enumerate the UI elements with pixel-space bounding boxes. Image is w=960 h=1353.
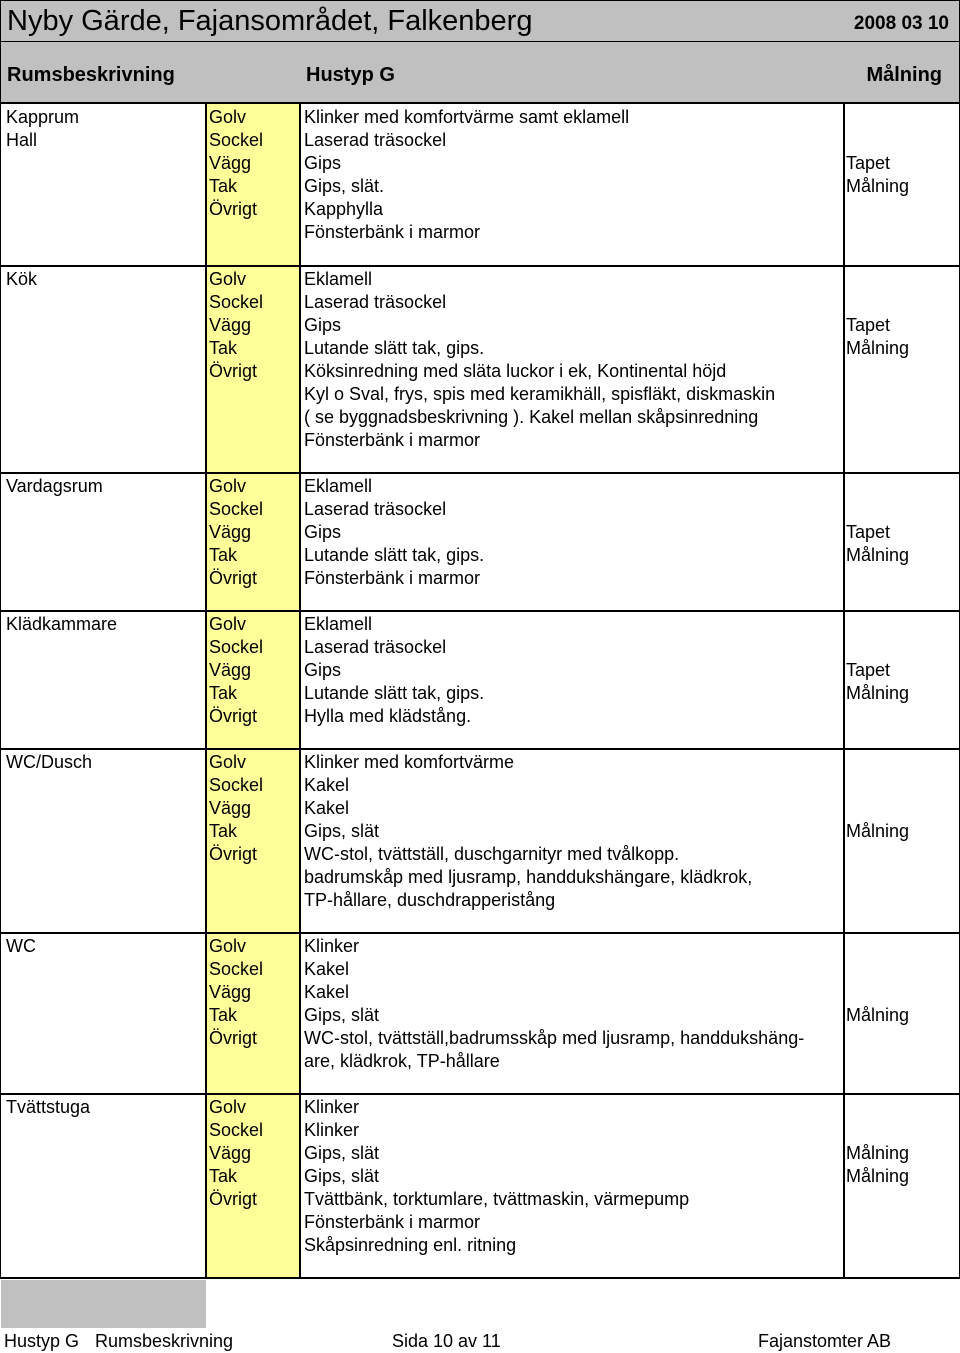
description-line: Gips, slät [304,1166,380,1186]
description-line: Eklamell [304,476,373,496]
category-label: Vägg [209,798,252,818]
category-label: Sockel [209,499,264,519]
description-line: Hylla med klädstång. [304,706,472,726]
description-line: badrumskåp med ljusramp, handdukshängare, klädkrok, [304,867,753,887]
description-line: Klinker med komfortvärme [304,752,515,772]
paint-finish: Målning [846,338,910,358]
category-label: Vägg [209,315,252,335]
paint-finish: Målning [846,545,910,565]
paint-finish: Målning [846,1143,910,1163]
category-label: Golv [209,614,247,634]
room-name: Klädkammare [6,614,118,634]
paint-finish: Tapet [846,522,891,542]
category-label: Tak [209,1166,238,1186]
description-line: TP-hållare, duschdrapperistång [304,890,556,910]
category-label: Övrigt [209,199,258,219]
description-line: WC-stol, tvättställ,badrumsskåp med ljusramp, handdukshäng- [304,1028,805,1048]
room-name: WC [6,936,36,956]
category-label: Övrigt [209,844,258,864]
description-line: Kapphylla [304,199,384,219]
category-label: Sockel [209,959,264,979]
category-label: Sockel [209,292,264,312]
paint-finish: Tapet [846,660,891,680]
category-label: Vägg [209,522,252,542]
description-line: Kakel [304,982,350,1002]
room-name: Hall [6,130,38,150]
paint-finish: Målning [846,821,910,841]
category-label: Sockel [209,1120,264,1140]
description-line: Gips [304,522,342,542]
footer-company: Fajanstomter AB [758,1331,892,1351]
description-line: Laserad träsockel [304,637,447,657]
room-name: Vardagsrum [6,476,103,496]
description-line: Lutande slätt tak, gips. [304,545,485,565]
description-line: are, klädkrok, TP-hållare [304,1051,500,1071]
description-line: Kyl o Sval, frys, spis med keramikhäll, spisfläkt, diskmaskin [304,384,776,404]
category-label: Vägg [209,153,252,173]
description-line: Kakel [304,798,350,818]
description-line: ( se byggnadsbeskrivning ). Kakel mellan skåpsinredning [304,407,759,427]
paint-finish: Målning [846,176,910,196]
column-header-house-type: Hustyp G [306,64,395,86]
description-line: Klinker [304,1097,360,1117]
description-line: Klinker [304,936,360,956]
description-line: Kakel [304,775,350,795]
category-label: Övrigt [209,568,258,588]
description-line: Fönsterbänk i marmor [304,222,481,242]
room-name: Tvättstuga [6,1097,91,1117]
room-name: Kök [6,269,38,289]
description-line: Eklamell [304,269,373,289]
category-label: Golv [209,1097,247,1117]
category-label: Golv [209,107,247,127]
paint-finish: Målning [846,1005,910,1025]
footer-doc: Hustyp G [4,1331,80,1351]
category-label: Tak [209,683,238,703]
category-label: Tak [209,176,238,196]
category-label: Tak [209,1005,238,1025]
paint-finish: Målning [846,1166,910,1186]
category-label: Golv [209,936,247,956]
paint-finish: Tapet [846,315,891,335]
category-label: Tak [209,821,238,841]
category-label: Sockel [209,775,264,795]
footer-section: Rumsbeskrivning [95,1331,234,1351]
category-label: Vägg [209,982,252,1002]
category-label: Tak [209,338,238,358]
description-line: Gips [304,315,342,335]
description-line: Fönsterbänk i marmor [304,1212,481,1232]
category-label: Övrigt [209,706,258,726]
description-line: WC-stol, tvättställ, duschgarnityr med tvålkopp. [304,844,680,864]
description-line: Gips, slät [304,1143,380,1163]
category-label: Övrigt [209,1028,258,1048]
description-line: Köksinredning med släta luckor i ek, Kontinental höjd [304,361,727,381]
description-line: Fönsterbänk i marmor [304,568,481,588]
description-line: Klinker [304,1120,360,1140]
category-label: Sockel [209,130,264,150]
description-line: Klinker med komfortvärme samt eklamell [304,107,630,127]
category-label: Vägg [209,1143,252,1163]
category-label: Övrigt [209,361,258,381]
category-label: Tak [209,545,238,565]
category-label: Golv [209,269,247,289]
description-line: Gips [304,153,342,173]
column-header-room: Rumsbeskrivning [7,64,175,86]
column-header-paint: Målning [866,64,942,86]
document-date: 2008 03 10 [853,13,949,34]
description-line: Laserad träsockel [304,499,447,519]
description-line: Laserad träsockel [304,292,447,312]
room-name: WC/Dusch [6,752,93,772]
description-line: Skåpsinredning enl. ritning [304,1235,517,1255]
paint-finish: Målning [846,683,910,703]
description-line: Lutande slätt tak, gips. [304,338,485,358]
paint-finish: Tapet [846,153,891,173]
category-label: Vägg [209,660,252,680]
description-line: Gips [304,660,342,680]
description-line: Kakel [304,959,350,979]
category-label: Golv [209,476,247,496]
footer-page: Sida 10 av 11 [392,1331,501,1351]
description-line: Gips, slät [304,821,380,841]
description-line: Eklamell [304,614,373,634]
description-line: Fönsterbänk i marmor [304,430,481,450]
document-title: Nyby Gärde, Fajansområdet, Falkenberg [7,5,533,37]
category-label: Övrigt [209,1189,258,1209]
room-name: Kapprum [6,107,80,127]
description-line: Gips, slät. [304,176,385,196]
description-line: Lutande slätt tak, gips. [304,683,485,703]
category-label: Sockel [209,637,264,657]
description-line: Laserad träsockel [304,130,447,150]
description-line: Gips, slät [304,1005,380,1025]
category-label: Golv [209,752,247,772]
description-line: Tvättbänk, torktumlare, tvättmaskin, värmepump [304,1189,690,1209]
footer-shade [1,1280,206,1328]
